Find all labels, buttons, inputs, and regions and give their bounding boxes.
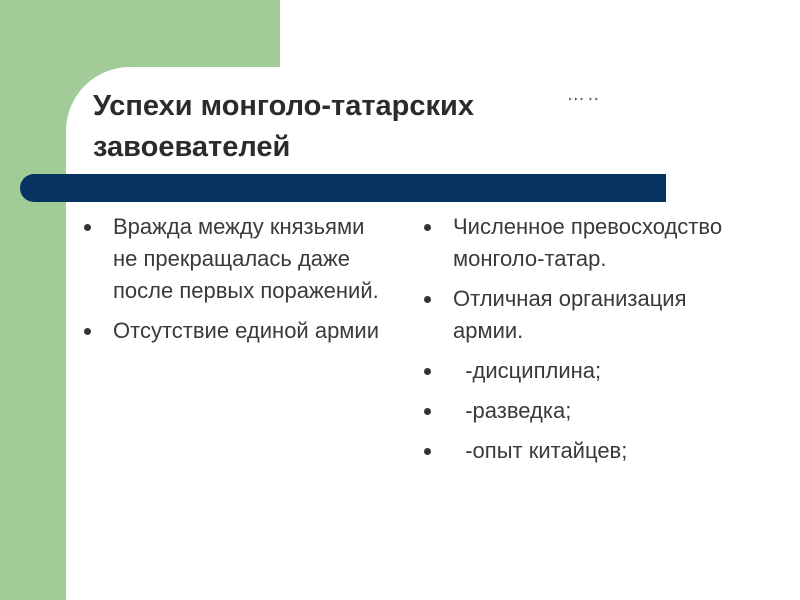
list-item [80, 211, 380, 307]
list-item-text: Отсутствие единой армии [113, 318, 380, 343]
left-bullet-list [80, 211, 380, 355]
list-item [420, 283, 760, 347]
bullet-icon [424, 296, 431, 303]
bullet-icon [424, 448, 431, 455]
bullet-icon [424, 368, 431, 375]
list-item [420, 211, 760, 275]
list-item-text: Численное превосходство монголо-татар. [453, 214, 723, 271]
list-item [420, 435, 760, 467]
list-item-text: Вражда между князьями не прекращалась даже после первых поражений. [113, 214, 379, 303]
right-bullet-list [420, 211, 760, 475]
bullet-icon [84, 328, 91, 335]
list-item-text: -опыт китайцев; [453, 438, 628, 463]
decorative-marks: ‣‣‣ ‣‣ [568, 95, 600, 104]
bullet-icon [84, 224, 91, 231]
slide-title-line-1: Успехи монголо-татарских [93, 90, 474, 122]
bullet-icon [424, 224, 431, 231]
list-item [80, 315, 380, 347]
list-item-text: -дисциплина; [453, 358, 602, 383]
list-item-text: -разведка; [453, 398, 572, 423]
title-underline-bar [20, 174, 666, 202]
bullet-icon [424, 408, 431, 415]
list-item [420, 355, 760, 387]
list-item [420, 395, 760, 427]
list-item-text: Отличная организация армии. [453, 286, 687, 343]
slide-title-line-2: завоевателей [93, 131, 291, 163]
